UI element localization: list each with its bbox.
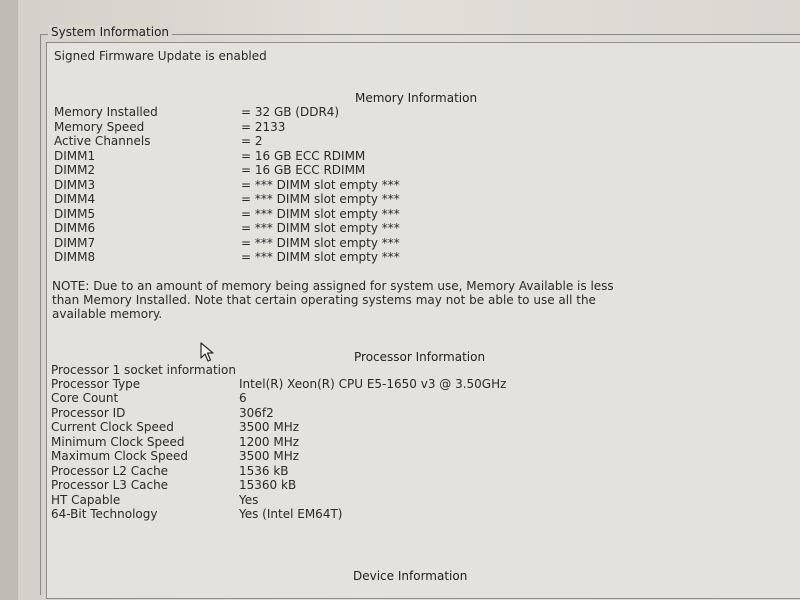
processor-row-value: 1200 MHz xyxy=(239,435,300,449)
memory-note xyxy=(52,279,712,321)
memory-row xyxy=(47,163,800,177)
memory-row xyxy=(47,192,800,206)
processor-row-label: Processor L2 Cache xyxy=(51,464,169,478)
processor-row-value: 3500 MHz xyxy=(239,420,300,434)
memory-row-value: = 16 GB ECC RDIMM xyxy=(241,163,366,177)
memory-row-label: DIMM8 xyxy=(54,250,96,264)
processor-row xyxy=(47,449,800,463)
window-left-edge xyxy=(0,0,18,600)
processor-row-label: HT Capable xyxy=(51,493,121,507)
memory-row-label: Active Channels xyxy=(54,134,151,148)
processor-row xyxy=(47,435,800,449)
memory-row-value: = *** DIMM slot empty *** xyxy=(241,207,400,221)
memory-note-line: available memory. xyxy=(52,307,163,321)
memory-note-line: than Memory Installed. Note that certain operating systems may not be able to use all the xyxy=(52,293,596,307)
processor-row xyxy=(47,406,800,420)
memory-row xyxy=(47,149,800,163)
memory-row-label: DIMM1 xyxy=(54,149,96,163)
memory-row-value: = 2133 xyxy=(241,120,286,134)
memory-row-value: = *** DIMM slot empty *** xyxy=(241,250,400,264)
mouse-pointer-icon xyxy=(200,342,214,362)
memory-row xyxy=(47,120,800,134)
processor-socket-label: Processor 1 socket information xyxy=(51,363,236,377)
memory-row xyxy=(47,236,800,250)
processor-row xyxy=(47,478,800,492)
memory-row-value: = *** DIMM slot empty *** xyxy=(241,221,400,235)
memory-row-label: Memory Installed xyxy=(54,105,158,119)
processor-row-label: 64-Bit Technology xyxy=(51,507,158,521)
processor-row-label: Maximum Clock Speed xyxy=(51,449,188,463)
processor-row-label: Core Count xyxy=(51,391,119,405)
memory-row xyxy=(47,250,800,264)
memory-row-value: = *** DIMM slot empty *** xyxy=(241,236,400,250)
processor-row-label: Processor Type xyxy=(51,377,141,391)
processor-information-heading: Processor Information xyxy=(354,350,486,364)
memory-row xyxy=(47,221,800,235)
memory-row xyxy=(47,134,800,148)
processor-row xyxy=(47,493,800,507)
processor-row xyxy=(47,420,800,434)
processor-row-value: Yes xyxy=(239,493,259,507)
processor-row xyxy=(47,507,800,521)
memory-row-label: Memory Speed xyxy=(54,120,145,134)
memory-row xyxy=(47,105,800,119)
memory-row-value: = 16 GB ECC RDIMM xyxy=(241,149,366,163)
processor-row xyxy=(47,391,800,405)
processor-row-value: Yes (Intel EM64T) xyxy=(239,507,343,521)
processor-row-label: Current Clock Speed xyxy=(51,420,174,434)
memory-row xyxy=(47,207,800,221)
processor-row xyxy=(47,464,800,478)
memory-row xyxy=(47,178,800,192)
processor-row-value: Intel(R) Xeon(R) CPU E5-1650 v3 @ 3.50GHz xyxy=(239,377,507,391)
memory-row-label: DIMM3 xyxy=(54,178,96,192)
memory-row-label: DIMM4 xyxy=(54,192,96,206)
memory-row-value: = *** DIMM slot empty *** xyxy=(241,178,400,192)
firmware-status-text: Signed Firmware Update is enabled xyxy=(54,49,267,63)
processor-row-label: Processor L3 Cache xyxy=(51,478,169,492)
processor-row-value: 15360 kB xyxy=(239,478,297,492)
processor-row-value: 6 xyxy=(239,391,247,405)
memory-row-label: DIMM5 xyxy=(54,207,96,221)
processor-row xyxy=(47,377,800,391)
memory-row-label: DIMM6 xyxy=(54,221,96,235)
memory-note-line: NOTE: Due to an amount of memory being assigned for system use, Memory Available is less xyxy=(52,279,614,293)
processor-row-value: 306f2 xyxy=(239,406,274,420)
system-information-panel[interactable] xyxy=(46,42,800,599)
processor-row-label: Processor ID xyxy=(51,406,126,420)
processor-row-value: 1536 kB xyxy=(239,464,289,478)
device-information-heading: Device Information xyxy=(353,569,468,583)
processor-row-label: Minimum Clock Speed xyxy=(51,435,185,449)
processor-row-value: 3500 MHz xyxy=(239,449,300,463)
memory-row-value: = 2 xyxy=(241,134,263,148)
memory-row-label: DIMM7 xyxy=(54,236,96,250)
memory-row-value: = *** DIMM slot empty *** xyxy=(241,192,400,206)
memory-row-value: = 32 GB (DDR4) xyxy=(241,105,340,119)
memory-row-label: DIMM2 xyxy=(54,163,96,177)
memory-information-heading: Memory Information xyxy=(355,91,478,105)
group-title: System Information xyxy=(48,25,172,39)
